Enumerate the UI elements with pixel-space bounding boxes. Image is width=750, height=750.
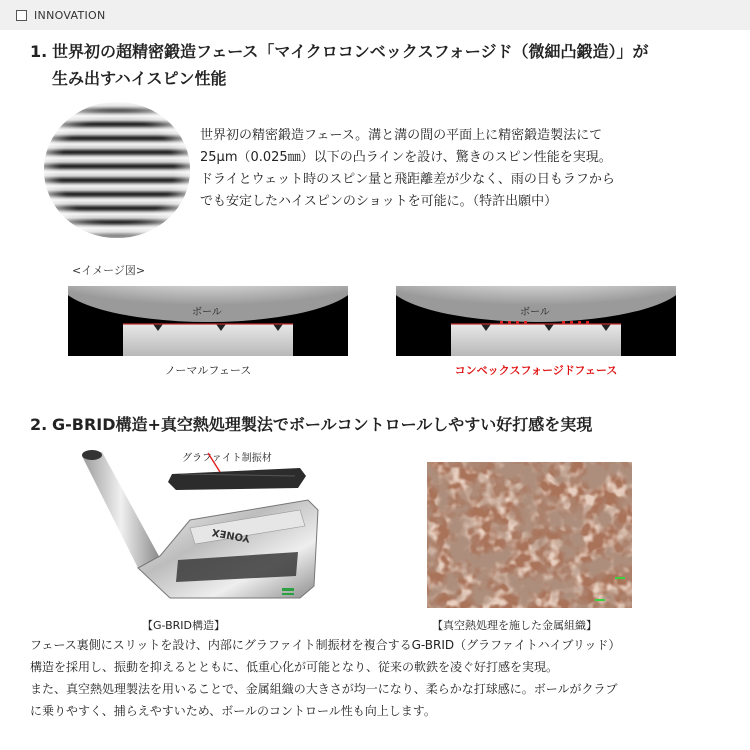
normal-face-diagram <box>68 286 348 356</box>
normal-face-caption: ノーマルフェース <box>164 364 252 377</box>
desc-line: 25μm（0.025㎜）以下の凸ラインを設け、驚きのスピン性能を実現。 <box>200 150 612 165</box>
section1-number: 1. <box>30 42 48 61</box>
body-line: に乗りやすく、捕らえやすいため、ボールのコントロール性も向上します。 <box>30 704 436 718</box>
section1-title-line2: 生み出すハイスピン性能 <box>52 69 227 88</box>
section1-description <box>200 125 720 213</box>
face-texture-image <box>44 102 190 238</box>
metal-microstructure-image <box>427 462 632 608</box>
convex-face-diagram <box>396 286 676 356</box>
brand-text: YONEX <box>211 525 251 544</box>
microstructure-caption: 【真空熱処理を施した金属組織】 <box>432 619 597 632</box>
ball-label: ボール <box>192 307 222 318</box>
square-icon <box>16 10 27 21</box>
section-header <box>0 0 750 30</box>
image-label: <イメージ図> <box>72 264 146 277</box>
section2-title <box>30 412 730 435</box>
graphite-label: グラファイト制振材 <box>182 453 272 464</box>
header-label: INNOVATION <box>34 8 106 22</box>
body-line: 構造を採用し、振動を抑えるとともに、低重心化が可能となり、従来の軟鉄を凌ぐ好打感を実現。 <box>30 660 559 674</box>
desc-line: でも安定したハイスピンのショットを可能に。（特許出願中） <box>200 194 558 209</box>
body-line: フェース裏側にスリットを設け、内部にグラファイト制振材を複合するG-BRID（グラファイトハイブリッド） <box>30 638 621 652</box>
section2-body <box>30 634 730 722</box>
club-head-image <box>60 448 330 608</box>
section1-title <box>30 38 730 92</box>
club-caption: 【G-BRID構造】 <box>142 619 226 632</box>
desc-line: 世界初の精密鍛造フェース。溝と溝の間の平面上に精密鍛造製法にて <box>200 128 603 143</box>
section2-number: 2. <box>30 415 48 434</box>
ball-label: ボール <box>520 307 550 318</box>
body-line: また、真空熱処理製法を用いることで、金属組織の大きさが均一になり、柔らかな打球感に。ボールがクラブ <box>30 682 618 696</box>
desc-line: ドライとウェット時のスピン量と飛距離差が少なく、雨の日もラフから <box>200 172 615 187</box>
section2-title-text: G-BRID構造+真空熱処理製法でボールコントロールしやすい好打感を実現 <box>52 415 593 434</box>
convex-face-caption: コンベックスフォージドフェース <box>454 364 618 377</box>
section1-title-line1: 世界初の超精密鍛造フェース「マイクロコンベックスフォージド（微細凸鍛造）」が <box>52 42 649 61</box>
